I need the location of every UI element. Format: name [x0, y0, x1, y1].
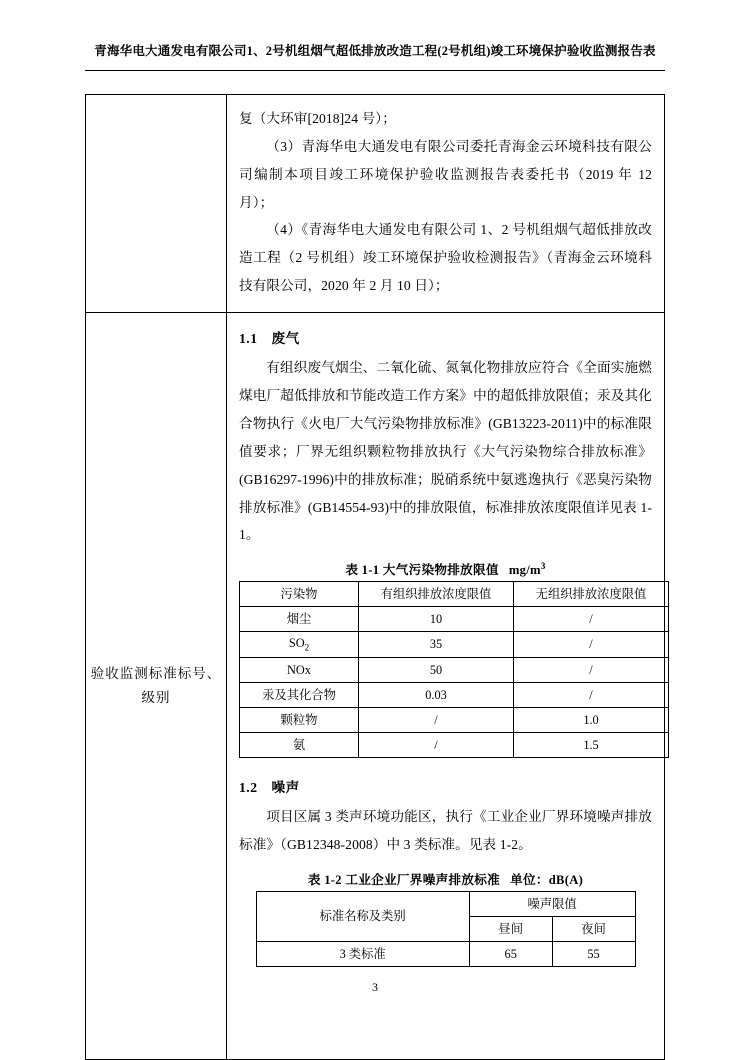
table1-r1-organized: 10	[359, 607, 514, 632]
noise-limits-table	[256, 891, 636, 967]
table1-r2-pollutant-sub: 2	[304, 642, 310, 653]
table1-header-pollutant: 污染物	[240, 582, 359, 607]
table-row-references	[86, 95, 665, 313]
air-pollutant-limits-table	[239, 581, 669, 758]
table1-r6-organized: /	[359, 733, 514, 758]
table-row-standards	[86, 313, 665, 1060]
table2-header-day: 昼间	[469, 917, 552, 942]
section-heading-waste-gas	[239, 325, 652, 352]
page-header: 青海华电大通发电有限公司1、2号机组烟气超低排放改造工程(2号机组)竣工环境保护验收监测报告表	[94, 44, 656, 58]
table1-r2-organized: 35	[359, 632, 514, 658]
reference-line-2: （3）青海华电大通发电有限公司委托青海金云环境科技有限公司编制本项目竣工环境保护验收监测报告表委托书（2019 年 12 月）；	[239, 138, 652, 210]
section-number-1-1: 1.1	[239, 331, 258, 347]
table2-caption	[239, 869, 652, 888]
table1-r5-unorganized: 1.0	[514, 708, 669, 733]
table1-r3-unorganized: /	[514, 658, 669, 683]
table-row	[256, 942, 635, 967]
table1-header-unorganized: 无组织排放浓度限值	[514, 582, 669, 607]
page-number: 3	[372, 980, 378, 994]
table2-header-row-1	[256, 892, 635, 917]
section-1-2-paragraph: 项目区属 3 类声环境功能区，执行《工业企业厂界环境噪声排放标准》（GB12348-2008）中 3 类标准。见表 1-2。	[239, 809, 652, 853]
table1-r5-pollutant: 颗粒物	[240, 708, 359, 733]
table1-r3-organized: 50	[359, 658, 514, 683]
reference-line-1: 复（大环审[2018]24 号）；	[239, 111, 396, 126]
table1-r4-unorganized: /	[514, 683, 669, 708]
table1-r4-organized: 0.03	[359, 683, 514, 708]
section-1-1-paragraph: 有组织废气烟尘、二氧化硫、氮氧化物排放应符合《全面实施燃煤电厂超低排放和节能改造工作方案》中的超低排放限值；汞及其化合物执行《火电厂大气污染物排放标准》(GB13223-2011)中的标准限值要求；厂界无组织颗粒物排放执行《大气污染物综合排放标准》(GB16297-1996)中的排放标准；脱硝系统中氨逃逸执行《恶臭污染物排放标准》(GB14554-93)中的排放限值，标准排放浓度限值详见表 1-1。	[239, 360, 652, 543]
table2-header-standard-name: 标准名称及类别	[256, 892, 469, 942]
table1-r2-pollutant-text: SO	[288, 636, 305, 651]
table2-unit: 单位：dB(A)	[510, 873, 584, 888]
section-heading-noise	[239, 774, 652, 801]
table-row	[240, 632, 669, 658]
table-row	[240, 607, 669, 632]
table2-header-noise-limit: 噪声限值	[469, 892, 635, 917]
table1-r4-pollutant: 汞及其化合物	[240, 683, 359, 708]
header-divider	[85, 70, 665, 71]
table-row	[240, 683, 669, 708]
table1-unit-text: mg/m	[508, 563, 541, 578]
table1-caption-text: 表 1-1 大气污染物排放限值	[345, 563, 499, 578]
standards-cell	[227, 313, 665, 1060]
table1-r5-organized: /	[359, 708, 514, 733]
table1-r6-unorganized: 1.5	[514, 733, 669, 758]
table2-caption-text: 表 1-2 工业企业厂界噪声排放标准	[307, 873, 501, 888]
row-label-standards: 验收监测标准标号、级别	[86, 313, 227, 1060]
table2-r1-night: 55	[552, 942, 635, 967]
table2-r1-day: 65	[469, 942, 552, 967]
table1-r1-pollutant: 烟尘	[240, 607, 359, 632]
table-row	[240, 708, 669, 733]
section-title-1-2: 噪声	[271, 780, 300, 796]
section-number-1-2: 1.2	[239, 780, 258, 796]
table2-header-night: 夜间	[552, 917, 635, 942]
section-title-1-1: 废气	[271, 331, 300, 347]
table1-header-row	[240, 582, 669, 607]
row-label-empty	[86, 95, 227, 313]
table1-r1-unorganized: /	[514, 607, 669, 632]
table1-caption	[239, 559, 652, 578]
reference-line-3: （4）《青海华电大通发电有限公司 1、2 号机组烟气超低排放改造工程（2 号机组）竣工环境保护验收检测报告》（青海金云环境科技有限公司，2020 年 2 月 10 日）；	[239, 222, 652, 294]
table1-r3-pollutant: NOx	[240, 658, 359, 683]
table1-unit	[509, 563, 546, 577]
table1-r6-pollutant: 氨	[240, 733, 359, 758]
table1-r2-pollutant	[240, 632, 359, 658]
table2-r1-name: 3 类标准	[256, 942, 469, 967]
references-cell	[227, 95, 665, 313]
table1-r2-unorganized: /	[514, 632, 669, 658]
table-row	[240, 733, 669, 758]
main-content-table	[85, 94, 665, 1060]
table1-header-organized: 有组织排放浓度限值	[359, 582, 514, 607]
table-row	[240, 658, 669, 683]
table1-unit-exponent: 3	[540, 561, 546, 572]
